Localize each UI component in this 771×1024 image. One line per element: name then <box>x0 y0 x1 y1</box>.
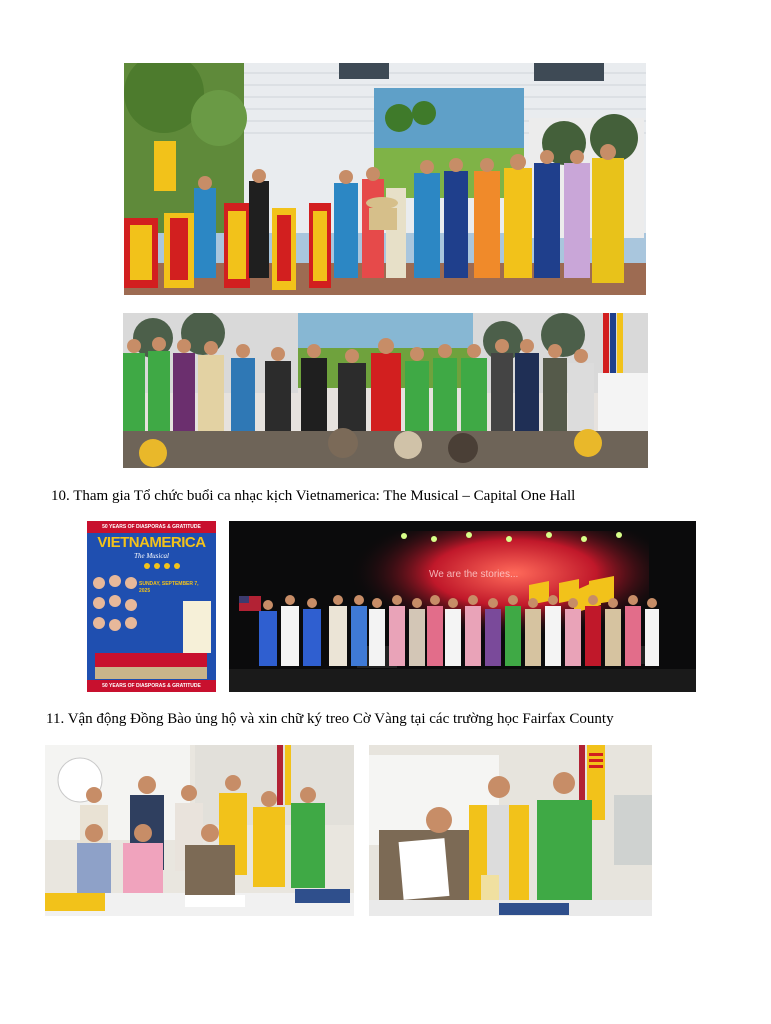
photo-stage-performance <box>229 521 696 692</box>
photo-stage-group-green <box>123 313 648 468</box>
section-10-text: Tham gia Tổ chức buổi ca nhạc kịch Vietnamerica: The Musical – Capital One Hall <box>73 488 576 504</box>
photo-outdoor-group-flags <box>124 63 646 295</box>
section-11-text: Vận động Đồng Bào ủng hộ và xin chữ ký treo Cờ Vàng tại các trường học Fairfax County <box>67 711 614 727</box>
poster-top-banner: 50 YEARS OF DIASPORAS & GRATITUDE <box>87 521 216 533</box>
section-11-caption <box>46 710 614 728</box>
photo-signing-group-table <box>45 745 354 916</box>
section-11-number: 11. <box>46 711 65 727</box>
section-10-caption <box>51 487 575 505</box>
poster-vietnamerica-musical <box>87 521 216 692</box>
stage-screen-text: We are the stories... <box>429 569 519 580</box>
section-10-number: 10. <box>51 488 70 504</box>
poster-title: VIETNAMERICA <box>97 534 206 551</box>
poster-subtitle: The Musical <box>134 552 169 560</box>
photo-signing-three-people <box>369 745 652 916</box>
poster-bottom-banner: 50 YEARS OF DIASPORAS & GRATITUDE <box>87 680 216 692</box>
poster-date: SUNDAY, SEPTEMBER 7, 2025 <box>139 581 199 594</box>
